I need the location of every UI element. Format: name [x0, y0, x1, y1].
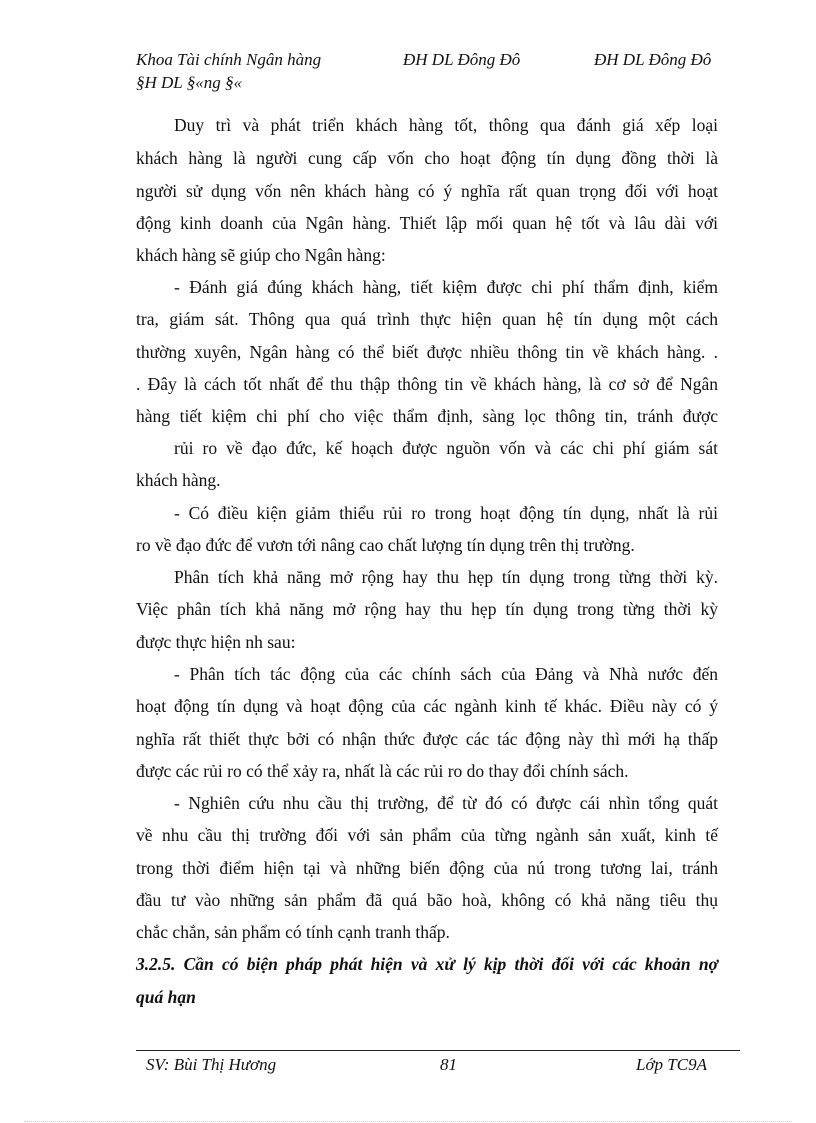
- paragraph-line: ro về đạo đức để vươn tới nâng cao chất lượng tín dụng trên thị trường.: [136, 535, 635, 555]
- paragraph-line: - Nghiên cứu nhu cầu thị trường, để từ đó có được cái nhìn tổng quát: [174, 793, 718, 813]
- paragraph-line: được thực hiện nh sau:: [136, 632, 296, 652]
- paragraph-line: chắc chắn, sản phẩm có tính cạnh tranh thấp.: [136, 922, 450, 942]
- paragraph-line: tra, giám sát. Thông qua quá trình thực hiện quan hệ tín dụng một cách: [136, 309, 718, 329]
- paragraph-line: đầu tư vào những sản phẩm đã quá bão hoà, không có khả năng tiêu thụ: [136, 890, 718, 910]
- paragraph-line: động kinh doanh của Ngân hàng. Thiết lập mối quan hệ tốt và lâu dài với: [136, 213, 718, 233]
- footer-student: SV: Bùi Thị Hương: [146, 1055, 277, 1074]
- paragraph-line: hoạt động tín dụng và hoạt động của các ngành kinh tế khác. Điều này có ý: [136, 696, 718, 716]
- paragraph-line: - Đánh giá đúng khách hàng, tiết kiệm được chi phí thẩm định, kiểm: [174, 277, 718, 297]
- footer-class: Lớp TC9A: [636, 1055, 707, 1074]
- paragraph-line: rủi ro về đạo đức, kế hoạch được nguồn vốn và các chi phí giám sát: [174, 438, 718, 458]
- paragraph-line: khách hàng là người cung cấp vốn cho hoạt động tín dụng đồng thời là: [136, 148, 718, 168]
- paragraph-line: được các rủi ro có thể xảy ra, nhất là các rủi ro do thay đổi chính sách.: [136, 761, 629, 781]
- header-school-a: ĐH DL Đông Đô: [403, 50, 521, 69]
- paragraph-line: trong thời điểm hiện tại và những biến động của nú trong tương lai, tránh: [136, 858, 718, 878]
- header-garbled-school: §H DL §«ng §«: [136, 73, 242, 92]
- paragraph-line: thường xuyên, Ngân hàng có thể biết được nhiều thông tin về khách hàng. .: [136, 342, 718, 362]
- paragraph-line: hàng tiết kiệm chi phí cho việc thẩm định, sàng lọc thông tin, tránh được: [136, 406, 718, 426]
- footer-page-number: 81: [440, 1055, 457, 1074]
- paragraph-line: Việc phân tích khả năng mở rộng hay thu hẹp tín dụng trong từng thời kỳ: [136, 599, 718, 619]
- footer-divider: [136, 1050, 740, 1051]
- section-heading-continuation: quá hạn: [136, 987, 196, 1007]
- paragraph-line: khách hàng sẽ giúp cho Ngân hàng:: [136, 245, 386, 265]
- section-heading: 3.2.5. Cần có biện pháp phát hiện và xử lý kịp thời đối với các khoản nợ: [136, 954, 718, 974]
- page-edge-divider: [24, 1121, 792, 1122]
- paragraph-line: Phân tích khả năng mở rộng hay thu hẹp tín dụng trong từng thời kỳ.: [174, 567, 718, 587]
- header-faculty: Khoa Tài chính Ngân hàng: [136, 50, 322, 69]
- paragraph-line: . Đây là cách tốt nhất để thu thập thông tin về khách hàng, là cơ sở để Ngân: [136, 374, 718, 394]
- paragraph-line: nghĩa rất thiết thực bởi có nhận thức được các tác động này thì mới hạ thấp: [136, 729, 718, 749]
- header-school-b: ĐH DL Đông Đô: [594, 50, 712, 69]
- paragraph-line: khách hàng.: [136, 470, 221, 490]
- paragraph-line: về nhu cầu thị trường đối với sản phẩm của từng ngành sản xuất, kinh tế: [136, 825, 718, 845]
- paragraph-line: Duy trì và phát triển khách hàng tốt, thông qua đánh giá xếp loại: [174, 115, 718, 135]
- paragraph-line: người sử dụng vốn nên khách hàng có ý nghĩa rất quan trọng đối với hoạt: [136, 181, 718, 201]
- paragraph-line: - Có điều kiện giảm thiểu rủi ro trong hoạt động tín dụng, nhất là rủi: [174, 503, 718, 523]
- paragraph-line: - Phân tích tác động của các chính sách của Đảng và Nhà nước đến: [174, 664, 718, 684]
